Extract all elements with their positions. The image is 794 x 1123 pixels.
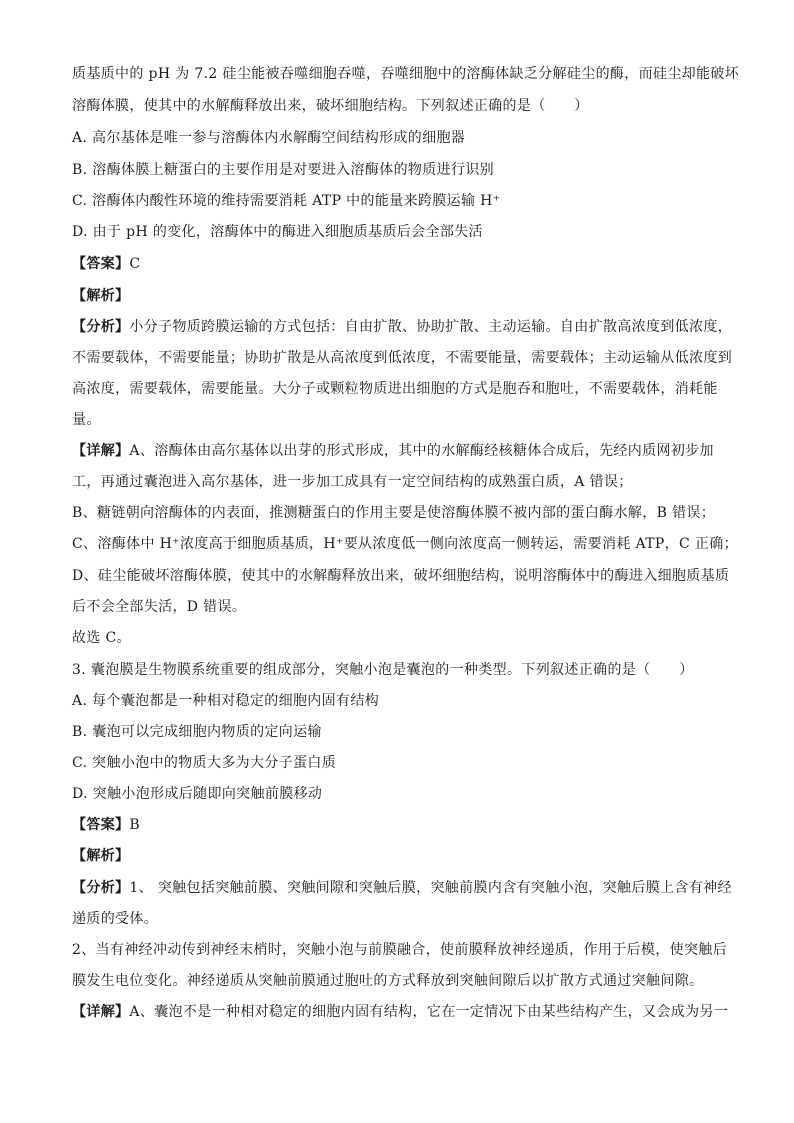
option-b: B. 溶酶体膜上糖蛋白的主要作用是对要进入溶酶体的物质进行识别 bbox=[72, 162, 495, 178]
answer-label: 【答案】 bbox=[72, 817, 130, 833]
question-stem-line: 溶酶体膜，使其中的水解酶释放出来，破坏细胞结构。下列叙述正确的是（ ） bbox=[72, 98, 589, 114]
option-c: C. 突触小泡中的物质大多为大分子蛋白质 bbox=[72, 755, 337, 771]
analysis-heading: 【解析】 bbox=[72, 848, 130, 864]
option-d: D. 突触小泡形成后随即向突触前膜移动 bbox=[72, 786, 323, 802]
option-b: B. 囊泡可以完成细胞内物质的定向运输 bbox=[72, 724, 322, 740]
answer-line bbox=[72, 254, 722, 274]
analysis-line: 【分析】1、 突触包括突触前膜、突触间隙和突触后膜，突触前膜内含有突触小泡，突触后膜上含有神经 bbox=[72, 880, 732, 896]
analysis-line: 不需要载体，不需要能量；协助扩散是从高浓度到低浓度，不需要能量，需要载体；主动运输从低浓度到 bbox=[72, 350, 733, 366]
option-c: C. 溶酶体内酸性环境的维持需要消耗 ATP 中的能量来跨膜运输 H⁺ bbox=[72, 193, 501, 209]
explanation-line: B、糖链朝向溶酶体的内表面，推测糖蛋白的作用主要是使溶酶体膜不被内部的蛋白酶水解，B 错误； bbox=[72, 505, 716, 521]
explanation-line: 【详解】A、溶酶体由高尔基体以出芽的形式形成，其中的水解酶经核糖体合成后，先经内质网初步加 bbox=[72, 443, 714, 459]
analysis-line: 膜发生电位变化。神经递质从突触前膜通过胞吐的方式释放到突触间隙后以扩散方式通过突触间隙。 bbox=[72, 973, 704, 989]
paragraph-line: 质基质中的 pH 为 7.2 硅尘能被吞噬细胞吞噬，吞噬细胞中的溶酶体缺乏分解硅尘的酶，而硅尘却能破坏 bbox=[72, 66, 740, 82]
analysis-line: 2、当有神经冲动传到神经末梢时，突触小泡与前膜融合，使前膜释放神经递质，作用于后模，使突触后 bbox=[72, 942, 728, 958]
analysis-line: 递质的受体。 bbox=[72, 911, 159, 927]
analysis-line: 高浓度，需要载体，需要能量。大分子或颗粒物质进出细胞的方式是胞吞和胞吐，不需要载体，消耗能 bbox=[72, 381, 718, 397]
explanation-line: 后不会全部失活，D 错误。 bbox=[72, 599, 247, 615]
option-d: D. 由于 pH 的变化，溶酶体中的酶进入细胞质基质后会全部失活 bbox=[72, 224, 483, 240]
question-3-stem: 3. 囊泡膜是生物膜系统重要的组成部分，突触小泡是囊泡的一种类型。下列叙述正确的是（ ） bbox=[72, 662, 694, 678]
answer-value: C bbox=[129, 256, 141, 272]
explanation-line: D、硅尘能破坏溶酶体膜，使其中的水解酶释放出来，破坏细胞结构，说明溶酶体中的酶进入细胞质基质 bbox=[72, 568, 730, 584]
analysis-line: 【分析】小分子物质跨膜运输的方式包括：自由扩散、协助扩散、主动运输。自由扩散高浓度到低浓度， bbox=[72, 319, 733, 335]
answer-value: B bbox=[129, 817, 141, 833]
explanation-line: C、溶酶体中 H⁺浓度高于细胞质基质，H⁺要从浓度低一侧向浓度高一侧转运，需要消耗 ATP，C 正确； bbox=[72, 536, 738, 552]
explanation-line: 工，再通过囊泡进入高尔基体，进一步加工成具有一定空间结构的成熟蛋白质，A 错误； bbox=[72, 474, 633, 490]
option-a: A. 每个囊泡都是一种相对稳定的细胞内固有结构 bbox=[72, 693, 380, 709]
analysis-heading: 【解析】 bbox=[72, 288, 130, 304]
answer-line bbox=[72, 815, 722, 835]
explanation-line: 【详解】A、囊泡不是一种相对稳定的细胞内固有结构，它在一定情况下由某些结构产生，又会成为另一 bbox=[72, 1004, 729, 1020]
option-a: A. 高尔基体是唯一参与溶酶体内水解酶空间结构形成的细胞器 bbox=[72, 130, 466, 146]
analysis-line: 量。 bbox=[72, 412, 101, 428]
answer-label: 【答案】 bbox=[72, 256, 130, 272]
conclusion-line: 故选 C。 bbox=[72, 630, 131, 646]
